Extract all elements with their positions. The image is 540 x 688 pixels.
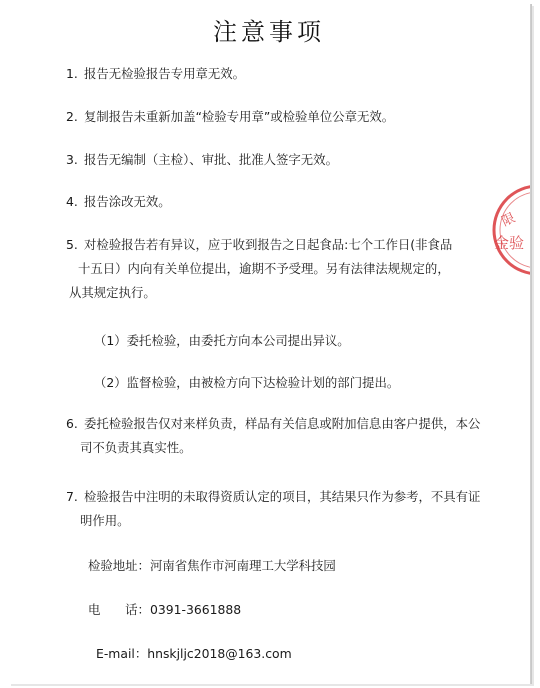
item-text: 报告无检验报告专用章无效。: [83, 66, 246, 81]
stamp-text: 金验: [494, 234, 525, 252]
item-text-line-2: 司不负责其真实性。: [80, 440, 192, 455]
sub-item-2: （2）监督检验，由被检方向下达检验计划的部门提出。: [94, 375, 400, 390]
address-label: 检验地址：: [88, 558, 150, 573]
sub-item-1: （1）委托检验，由委托方向本公司提出异议。: [94, 333, 350, 348]
phone-value: 0391-3661888: [149, 602, 242, 617]
item-number: 1.: [66, 66, 78, 81]
email-value: hnskjljc2018@163.com: [147, 646, 292, 661]
notice-item-5: [66, 233, 452, 305]
item-number: 6.: [66, 416, 78, 431]
document-page: [8, 4, 531, 684]
notice-item-4: [66, 190, 171, 214]
item-text: 复制报告未重新加盖“检验专用章”或检验单位公章无效。: [83, 109, 395, 124]
address-line: [88, 556, 336, 574]
red-seal-stamp: [488, 180, 531, 280]
notice-item-7: [66, 485, 480, 533]
notice-item-2: [66, 105, 394, 129]
phone-label: 电 话：: [88, 602, 150, 617]
email-line: [96, 644, 292, 662]
item-text-line-1: 对检验报告若有异议，应于收到报告之日起食品:七个工作日(非食品: [83, 237, 453, 252]
item-text-line-3: 从其规定执行。: [69, 285, 156, 300]
svg-text:限: 限: [499, 210, 518, 230]
notice-item-6: [66, 412, 480, 460]
item-text-line-2: 十五日）内向有关单位提出，逾期不予受理。另有法律法规规定的，: [78, 261, 450, 276]
notice-item-1: [66, 62, 245, 86]
item-text-line-1: 委托检验报告仅对来样负责，样品有关信息或附加信息由客户提供，本公: [83, 416, 481, 431]
page-title: 注意事项: [213, 18, 325, 46]
address-value: 河南省焦作市河南理工大学科技园: [149, 558, 336, 573]
item-number: 3.: [66, 152, 78, 167]
item-number: 7.: [66, 489, 78, 504]
item-number: 4.: [66, 194, 78, 209]
item-text: 报告无编制（主检）、审批、批准人签字无效。: [83, 152, 338, 167]
item-text-line-2: 明作用。: [80, 513, 130, 528]
item-number: 5.: [66, 237, 78, 252]
item-number: 2.: [66, 109, 78, 124]
email-label: E-mail：: [96, 646, 148, 661]
item-text-line-1: 检验报告中注明的未取得资质认定的项目，其结果只作为参考，不具有证: [83, 489, 481, 504]
item-text: 报告涂改无效。: [83, 194, 171, 209]
phone-line: [88, 600, 241, 618]
notice-item-3: [66, 148, 338, 172]
